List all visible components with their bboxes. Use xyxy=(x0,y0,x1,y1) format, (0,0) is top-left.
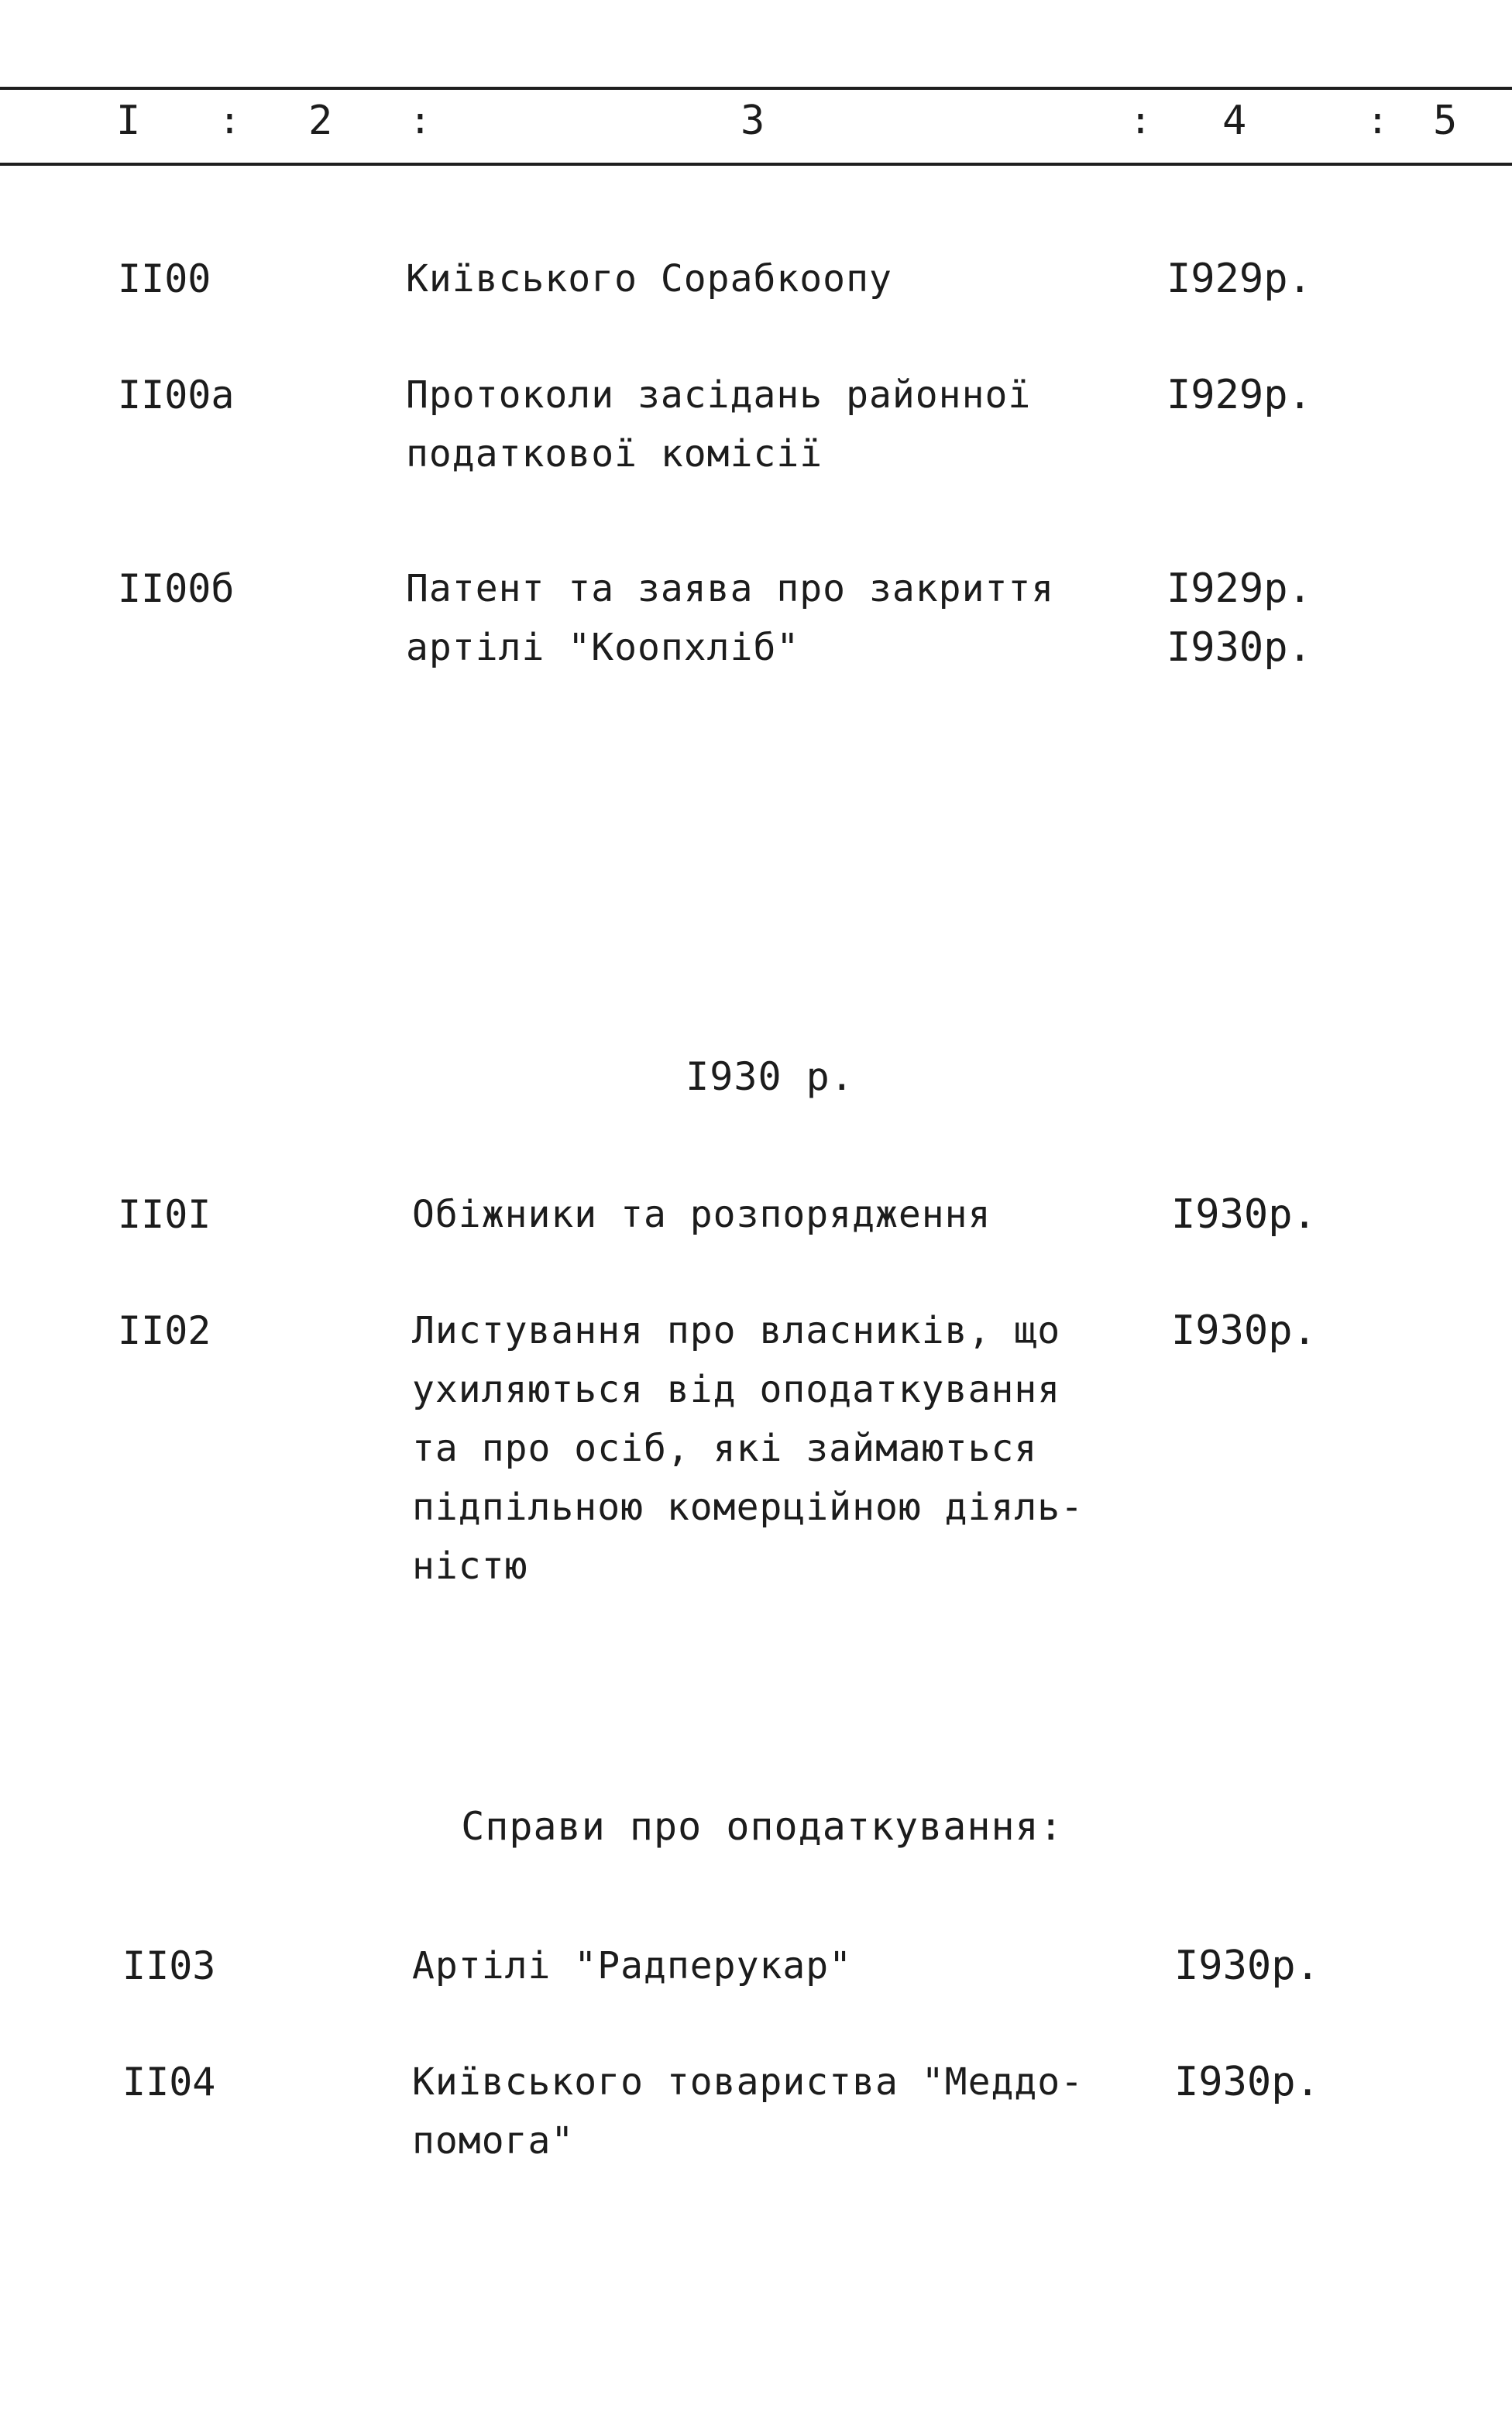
entry-description xyxy=(412,1936,1140,1995)
header-top-rule xyxy=(0,87,1512,90)
entry-number: II03 xyxy=(122,1943,216,1988)
date-line: I930р. xyxy=(1167,624,1312,671)
date-line: I930р. xyxy=(1171,1307,1317,1354)
description-line: Київського Сорабкоопу xyxy=(406,257,892,301)
entry-number: II00а xyxy=(118,373,235,417)
entry-number: II0I xyxy=(118,1192,211,1237)
date-line: I929р. xyxy=(1167,256,1312,302)
description-line: підпільною комерційною діяль- xyxy=(412,1486,1084,1529)
entry-date xyxy=(1167,366,1368,424)
description-line: Обіжники та розпорядження xyxy=(412,1193,991,1236)
description-line: податкової комісії xyxy=(406,432,823,476)
header-col-5: 5 xyxy=(1433,98,1458,144)
subsection-heading: Справи про оподаткування: xyxy=(461,1804,1064,1849)
date-line: I930р. xyxy=(1171,1191,1317,1238)
header-col-1: I xyxy=(116,98,141,144)
entry-date xyxy=(1167,559,1368,677)
entry-description xyxy=(412,1185,1140,1244)
entry-date xyxy=(1171,1301,1373,1360)
header-separator: : xyxy=(218,99,241,143)
entry-description xyxy=(412,1301,1140,1596)
description-line: ністю xyxy=(412,1544,528,1588)
entry-date xyxy=(1167,249,1368,308)
description-line: Київського товариства "Меддо- xyxy=(412,2060,1084,2104)
description-line: Листування про власників, що xyxy=(412,1309,1061,1352)
header-separator: : xyxy=(409,99,431,143)
header-col-4: 4 xyxy=(1222,98,1247,144)
date-line: I929р. xyxy=(1167,565,1312,612)
description-line: Патент та заява про закриття xyxy=(406,567,1055,610)
header-col-2: 2 xyxy=(308,98,333,144)
description-line: Протоколи засідань районної xyxy=(406,373,1032,417)
date-line: I930р. xyxy=(1174,2059,1320,2105)
entry-description xyxy=(406,559,1134,677)
date-line: I929р. xyxy=(1167,372,1312,418)
entry-number: II00б xyxy=(118,566,235,611)
description-line: артілі "Коопхліб" xyxy=(406,626,800,669)
header-bottom-rule xyxy=(0,163,1512,166)
description-line: та про осіб, які займаються xyxy=(412,1427,1038,1470)
entry-description xyxy=(412,2053,1140,2170)
description-line: ухиляються від оподаткування xyxy=(412,1368,1061,1411)
header-separator: : xyxy=(1129,99,1152,143)
entry-date xyxy=(1171,1185,1373,1244)
entry-number: II02 xyxy=(118,1308,211,1353)
header-separator: : xyxy=(1366,99,1389,143)
header-col-3: 3 xyxy=(741,98,765,144)
date-line: I930р. xyxy=(1174,1943,1320,1989)
description-line: помога" xyxy=(412,2119,575,2163)
description-line: Артілі "Радперукар" xyxy=(412,1944,853,1988)
entry-description xyxy=(406,366,1134,483)
entry-number: II04 xyxy=(122,2060,216,2104)
section-year-heading: I930 р. xyxy=(686,1054,854,1099)
entry-date xyxy=(1174,2053,1376,2111)
entry-date xyxy=(1174,1936,1376,1995)
entry-description xyxy=(406,249,1134,308)
entry-number: II00 xyxy=(118,256,211,301)
